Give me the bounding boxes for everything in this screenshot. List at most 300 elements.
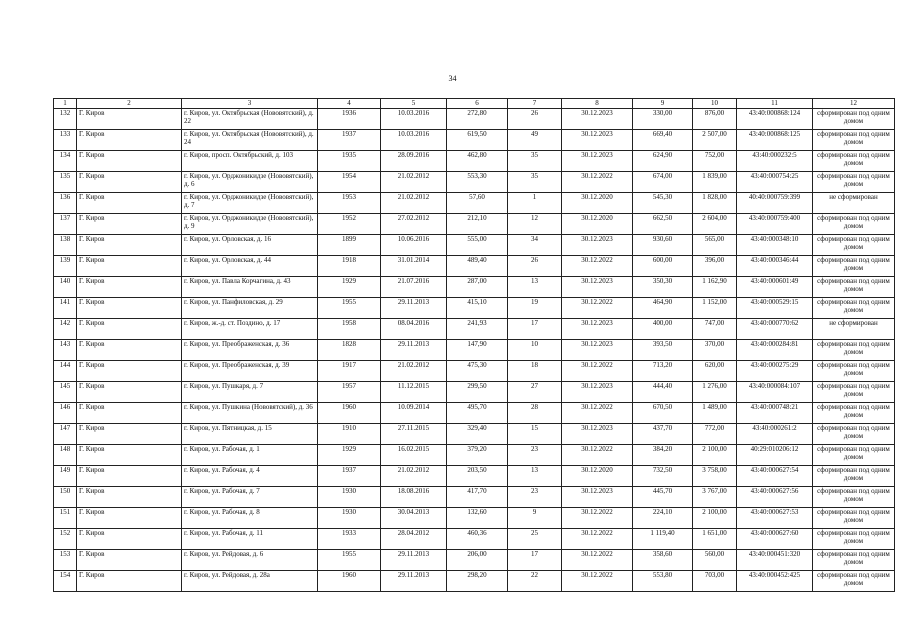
table-cell: 350,30 (633, 277, 693, 298)
table-cell: сформирован под одним домом (813, 466, 895, 487)
table-cell: 1918 (318, 256, 381, 277)
table-cell: 30.12.2020 (562, 466, 633, 487)
table-cell: 1933 (318, 529, 381, 550)
table-row (54, 172, 895, 193)
table-cell: 132,60 (447, 508, 508, 529)
table-cell: 11.12.2015 (381, 382, 447, 403)
table-row (54, 319, 895, 340)
table-cell: 132 (54, 109, 77, 130)
table-cell: 43:40:000451:320 (737, 550, 813, 571)
table-row (54, 298, 895, 319)
table-cell: 30.12.2022 (562, 445, 633, 466)
table-cell: г. Киров, ул. Орджоникидзе (Нововятский), д. 9 (182, 214, 318, 235)
table-cell: 15 (508, 424, 562, 445)
column-header: 9 (633, 99, 693, 109)
table-cell: 23 (508, 445, 562, 466)
table-cell: 57,60 (447, 193, 508, 214)
table-cell: г. Киров, ул. Павла Корчагина, д. 43 (182, 277, 318, 298)
table-cell: 30.12.2023 (562, 109, 633, 130)
table-cell: 1953 (318, 193, 381, 214)
table-row (54, 403, 895, 424)
table-cell: 370,00 (693, 340, 737, 361)
table-cell: 145 (54, 382, 77, 403)
table-cell: 43:40:000275:29 (737, 361, 813, 382)
table-cell: 2 100,00 (693, 445, 737, 466)
table-cell: сформирован под одним домом (813, 424, 895, 445)
table-cell: 138 (54, 235, 77, 256)
table-cell: 600,00 (633, 256, 693, 277)
table-row (54, 130, 895, 151)
table-cell: 30.12.2022 (562, 403, 633, 424)
table-cell: 1955 (318, 550, 381, 571)
table-cell: 1952 (318, 214, 381, 235)
table-cell: г. Киров, просп. Октябрьский, д. 103 (182, 151, 318, 172)
table-cell: 21.07.2016 (381, 277, 447, 298)
table-cell: г. Киров, ул. Орловская, д. 44 (182, 256, 318, 277)
table-cell: 2 100,00 (693, 508, 737, 529)
table-cell: сформирован под одним домом (813, 361, 895, 382)
column-header: 7 (508, 99, 562, 109)
table-cell: 1 828,00 (693, 193, 737, 214)
table-cell: 142 (54, 319, 77, 340)
table-cell: Г. Киров (77, 235, 182, 256)
table-row (54, 109, 895, 130)
table-cell: не сформирован (813, 193, 895, 214)
table-cell: 30.12.2022 (562, 361, 633, 382)
table-cell: Г. Киров (77, 256, 182, 277)
table-cell: Г. Киров (77, 361, 182, 382)
table-cell: сформирован под одним домом (813, 571, 895, 592)
table-cell: г. Киров, ул. Орджоникидзе (Нововятский), д. 6 (182, 172, 318, 193)
table-cell: 30.12.2023 (562, 130, 633, 151)
table-cell: 30.12.2023 (562, 277, 633, 298)
table-cell: 241,93 (447, 319, 508, 340)
table-cell: 393,50 (633, 340, 693, 361)
table-cell: 40:29:010206:12 (737, 445, 813, 466)
table-cell: 1937 (318, 466, 381, 487)
table-cell: 21.02.2012 (381, 466, 447, 487)
table-cell: 298,20 (447, 571, 508, 592)
table-cell: Г. Киров (77, 508, 182, 529)
table-cell: Г. Киров (77, 172, 182, 193)
table-cell: 9 (508, 508, 562, 529)
header-row (54, 99, 895, 109)
table-cell: 43:40:000346:44 (737, 256, 813, 277)
table-cell: 26 (508, 256, 562, 277)
table-cell: 206,00 (447, 550, 508, 571)
table-cell: Г. Киров (77, 109, 182, 130)
table-cell: 144 (54, 361, 77, 382)
table-cell: 330,00 (633, 109, 693, 130)
column-header: 2 (77, 99, 182, 109)
table-cell: 1910 (318, 424, 381, 445)
table-cell: 10 (508, 340, 562, 361)
table-cell: сформирован под одним домом (813, 382, 895, 403)
table-cell: 1 152,00 (693, 298, 737, 319)
table-cell: 43:40:000529:15 (737, 298, 813, 319)
table-cell: г. Киров, ул. Преображенская, д. 39 (182, 361, 318, 382)
table-row (54, 193, 895, 214)
table-cell: г. Киров, ул. Рейдовая, д. 6 (182, 550, 318, 571)
table-cell: 29.11.2013 (381, 571, 447, 592)
table-cell: 43:40:000084:107 (737, 382, 813, 403)
table-body (54, 109, 895, 592)
table-cell: 43:40:000627:53 (737, 508, 813, 529)
table-cell: 147,90 (447, 340, 508, 361)
column-header: 1 (54, 99, 77, 109)
table-cell: 43:40:000232:5 (737, 151, 813, 172)
table-cell: 43:40:000868:125 (737, 130, 813, 151)
table-cell: 1960 (318, 571, 381, 592)
table-row (54, 487, 895, 508)
table-cell: 417,70 (447, 487, 508, 508)
table-cell: 17 (508, 550, 562, 571)
table-cell: сформирован под одним домом (813, 235, 895, 256)
table-cell: 1936 (318, 109, 381, 130)
table-cell: 747,00 (693, 319, 737, 340)
table-cell: 135 (54, 172, 77, 193)
table-cell: 30.12.2023 (562, 340, 633, 361)
table-cell: Г. Киров (77, 466, 182, 487)
table-cell: 43:40:000770:62 (737, 319, 813, 340)
table-cell: 27 (508, 382, 562, 403)
table-cell: 30.12.2023 (562, 235, 633, 256)
table-cell: 141 (54, 298, 77, 319)
table-cell: 08.04.2016 (381, 319, 447, 340)
table-cell: 30.04.2013 (381, 508, 447, 529)
table-cell: г. Киров, ул. Орджоникидзе (Нововятский), д. 7 (182, 193, 318, 214)
table-cell: 21.02.2012 (381, 172, 447, 193)
table-cell: Г. Киров (77, 193, 182, 214)
table-cell: 28 (508, 403, 562, 424)
table-cell: 17 (508, 319, 562, 340)
table-cell: 1955 (318, 298, 381, 319)
table-cell: 28.04.2012 (381, 529, 447, 550)
table-cell: 3 758,00 (693, 466, 737, 487)
table-cell: 445,70 (633, 487, 693, 508)
table-cell: г. Киров, ул. Преображенская, д. 36 (182, 340, 318, 361)
table-cell: 29.11.2013 (381, 340, 447, 361)
table-cell: 31.01.2014 (381, 256, 447, 277)
table-cell: 30.12.2020 (562, 193, 633, 214)
table-cell: 147 (54, 424, 77, 445)
table-cell: 489,40 (447, 256, 508, 277)
table-row (54, 508, 895, 529)
table-cell: 28.09.2016 (381, 151, 447, 172)
table-cell: 26 (508, 109, 562, 130)
table-cell: 224,10 (633, 508, 693, 529)
table-cell: 150 (54, 487, 77, 508)
table-cell: 10.03.2016 (381, 109, 447, 130)
table-cell: 43:40:000627:54 (737, 466, 813, 487)
table-cell: г. Киров, ул. Рабочая, д. 1 (182, 445, 318, 466)
table-cell: 624,90 (633, 151, 693, 172)
table-cell: 148 (54, 445, 77, 466)
column-header: 11 (737, 99, 813, 109)
table-cell: 670,50 (633, 403, 693, 424)
table-cell: 545,30 (633, 193, 693, 214)
table-cell: 16.02.2015 (381, 445, 447, 466)
table-cell: г. Киров, ж.-д. ст. Поздино, д. 17 (182, 319, 318, 340)
column-header: 3 (182, 99, 318, 109)
table-cell: сформирован под одним домом (813, 109, 895, 130)
table-cell: 1 119,40 (633, 529, 693, 550)
table-cell: сформирован под одним домом (813, 340, 895, 361)
table-cell: г. Киров, ул. Панфиловская, д. 29 (182, 298, 318, 319)
table-cell: 30.12.2020 (562, 214, 633, 235)
table-cell: 384,20 (633, 445, 693, 466)
table-cell: 30.12.2022 (562, 256, 633, 277)
table-cell: 30.12.2022 (562, 550, 633, 571)
table-cell: 462,80 (447, 151, 508, 172)
column-header: 5 (381, 99, 447, 109)
table-cell: 10.03.2016 (381, 130, 447, 151)
table-cell: Г. Киров (77, 445, 182, 466)
table-cell: 143 (54, 340, 77, 361)
table-row (54, 424, 895, 445)
table-cell: 620,00 (693, 361, 737, 382)
table-cell: 30.12.2022 (562, 172, 633, 193)
table-cell: г. Киров, ул. Рейдовая, д. 28а (182, 571, 318, 592)
table-cell: 1917 (318, 361, 381, 382)
table-cell: 1930 (318, 487, 381, 508)
table-cell: 1929 (318, 445, 381, 466)
table-row (54, 361, 895, 382)
table-cell: 553,80 (633, 571, 693, 592)
table-cell: 27.11.2015 (381, 424, 447, 445)
table-cell: Г. Киров (77, 340, 182, 361)
table-row (54, 382, 895, 403)
table-cell: Г. Киров (77, 571, 182, 592)
table-cell: 13 (508, 277, 562, 298)
table-cell: 400,00 (633, 319, 693, 340)
table-cell: 358,60 (633, 550, 693, 571)
table-cell: сформирован под одним домом (813, 151, 895, 172)
table-row (54, 256, 895, 277)
table-cell: Г. Киров (77, 403, 182, 424)
table-cell: 30.12.2023 (562, 151, 633, 172)
table-cell: 553,30 (447, 172, 508, 193)
table-cell: 149 (54, 466, 77, 487)
table-cell: 30.12.2022 (562, 298, 633, 319)
table-cell: 444,40 (633, 382, 693, 403)
table-cell: 140 (54, 277, 77, 298)
table-cell: 13 (508, 466, 562, 487)
table-cell: 27.02.2012 (381, 214, 447, 235)
table-cell: 396,00 (693, 256, 737, 277)
table-cell: 1937 (318, 130, 381, 151)
table-cell: 21.02.2012 (381, 193, 447, 214)
table-cell: 662,50 (633, 214, 693, 235)
table-cell: 43:40:000452:425 (737, 571, 813, 592)
table-cell: 22 (508, 571, 562, 592)
table-cell: 876,00 (693, 109, 737, 130)
table-cell: 1958 (318, 319, 381, 340)
table-cell: 10.06.2016 (381, 235, 447, 256)
table-cell: Г. Киров (77, 214, 182, 235)
table-cell: 18 (508, 361, 562, 382)
table-cell: Г. Киров (77, 550, 182, 571)
table-cell: 1954 (318, 172, 381, 193)
table-cell: 43:40:000759:400 (737, 214, 813, 235)
table-cell: 43:40:000754:25 (737, 172, 813, 193)
table-cell: г. Киров, ул. Пятницкая, д. 15 (182, 424, 318, 445)
table-cell: 203,50 (447, 466, 508, 487)
table-cell: 299,50 (447, 382, 508, 403)
table-cell: 19 (508, 298, 562, 319)
housing-table (53, 98, 895, 592)
table-cell: Г. Киров (77, 151, 182, 172)
table-cell: 40:40:000759:399 (737, 193, 813, 214)
table-row (54, 445, 895, 466)
table-cell: 1930 (318, 508, 381, 529)
table-cell: 669,40 (633, 130, 693, 151)
table-cell: Г. Киров (77, 277, 182, 298)
table-cell: 555,00 (447, 235, 508, 256)
table-cell: 137 (54, 214, 77, 235)
table-cell: сформирован под одним домом (813, 508, 895, 529)
table-cell: 732,50 (633, 466, 693, 487)
table-cell: сформирован под одним домом (813, 256, 895, 277)
table-cell: 379,20 (447, 445, 508, 466)
table-cell: 139 (54, 256, 77, 277)
table-cell: 43:40:000601:49 (737, 277, 813, 298)
table-cell: 29.11.2013 (381, 550, 447, 571)
table-cell: сформирован под одним домом (813, 403, 895, 424)
table-cell: г. Киров, ул. Пушкаря, д. 7 (182, 382, 318, 403)
table-cell: 43:40:000748:21 (737, 403, 813, 424)
table-cell: 464,90 (633, 298, 693, 319)
table-cell: сформирован под одним домом (813, 445, 895, 466)
table-cell: Г. Киров (77, 130, 182, 151)
table-cell: не сформирован (813, 319, 895, 340)
table-cell: 619,50 (447, 130, 508, 151)
table-cell: г. Киров, ул. Октябрьская (Нововятский), д. 24 (182, 130, 318, 151)
table-cell: 1935 (318, 151, 381, 172)
table-cell: сформирован под одним домом (813, 130, 895, 151)
table-cell: 1 489,00 (693, 403, 737, 424)
table-cell: 703,00 (693, 571, 737, 592)
table-cell: 565,00 (693, 235, 737, 256)
table-cell: 49 (508, 130, 562, 151)
table-row (54, 235, 895, 256)
table-cell: 30.12.2023 (562, 319, 633, 340)
column-header: 4 (318, 99, 381, 109)
table-cell: 43:40:000284:81 (737, 340, 813, 361)
table-cell: г. Киров, ул. Рабочая, д. 7 (182, 487, 318, 508)
table-cell: 146 (54, 403, 77, 424)
table-cell: Г. Киров (77, 529, 182, 550)
table-cell: 1 839,00 (693, 172, 737, 193)
table-cell: 151 (54, 508, 77, 529)
table-cell: 437,70 (633, 424, 693, 445)
table-cell: 460,36 (447, 529, 508, 550)
table-cell: 674,00 (633, 172, 693, 193)
table-cell: сформирован под одним домом (813, 298, 895, 319)
column-header: 8 (562, 99, 633, 109)
table-cell: 23 (508, 487, 562, 508)
table-cell: 713,20 (633, 361, 693, 382)
table-cell: г. Киров, ул. Рабочая, д. 11 (182, 529, 318, 550)
table-cell: 43:40:000627:60 (737, 529, 813, 550)
table-cell: г. Киров, ул. Октябрьская (Нововятский), д. 22 (182, 109, 318, 130)
table-cell: 134 (54, 151, 77, 172)
table-cell: 1957 (318, 382, 381, 403)
table-cell: 30.12.2023 (562, 382, 633, 403)
table-cell: 1960 (318, 403, 381, 424)
table-cell: г. Киров, ул. Рабочая, д. 8 (182, 508, 318, 529)
table-cell: 1 276,00 (693, 382, 737, 403)
table-cell: 329,40 (447, 424, 508, 445)
table-cell: Г. Киров (77, 424, 182, 445)
table-cell: сформирован под одним домом (813, 277, 895, 298)
table-cell: 18.08.2016 (381, 487, 447, 508)
table-cell: 2 507,00 (693, 130, 737, 151)
table-cell: 287,00 (447, 277, 508, 298)
table-cell: Г. Киров (77, 298, 182, 319)
table-cell: 930,60 (633, 235, 693, 256)
table-cell: 1 651,00 (693, 529, 737, 550)
table-cell: 154 (54, 571, 77, 592)
table-cell: сформирован под одним домом (813, 487, 895, 508)
table-cell: 12 (508, 214, 562, 235)
table-row (54, 277, 895, 298)
table-cell: 30.12.2022 (562, 508, 633, 529)
table-cell: сформирован под одним домом (813, 172, 895, 193)
table-cell: г. Киров, ул. Орловская, д. 16 (182, 235, 318, 256)
table-cell: 30.12.2022 (562, 571, 633, 592)
table-cell: 1899 (318, 235, 381, 256)
table-row (54, 571, 895, 592)
table-cell: 136 (54, 193, 77, 214)
table-cell: 25 (508, 529, 562, 550)
table-cell: 43:40:000261:2 (737, 424, 813, 445)
table-cell: 560,00 (693, 550, 737, 571)
table-cell: 3 767,00 (693, 487, 737, 508)
table-cell: 272,80 (447, 109, 508, 130)
table-cell: Г. Киров (77, 382, 182, 403)
table-cell: 30.12.2023 (562, 487, 633, 508)
table-cell: 475,30 (447, 361, 508, 382)
table-cell: 43:40:000868:124 (737, 109, 813, 130)
table-row (54, 151, 895, 172)
table-cell: 21.02.2012 (381, 361, 447, 382)
table-cell: 10.09.2014 (381, 403, 447, 424)
table-cell: Г. Киров (77, 319, 182, 340)
table-cell: 133 (54, 130, 77, 151)
table-cell: 415,10 (447, 298, 508, 319)
page-number: 34 (448, 74, 457, 83)
table-cell: сформирован под одним домом (813, 529, 895, 550)
table-cell: сформирован под одним домом (813, 214, 895, 235)
table-row (54, 529, 895, 550)
table-cell: 43:40:000627:56 (737, 487, 813, 508)
table-cell: 35 (508, 151, 562, 172)
table-cell: Г. Киров (77, 487, 182, 508)
table-cell: 1 (508, 193, 562, 214)
table-cell: 212,10 (447, 214, 508, 235)
table-cell: 35 (508, 172, 562, 193)
table-cell: 772,00 (693, 424, 737, 445)
table-cell: 2 604,00 (693, 214, 737, 235)
table-cell: 1929 (318, 277, 381, 298)
table-cell: г. Киров, ул. Пушкина (Нововятский), д. 36 (182, 403, 318, 424)
table-row (54, 550, 895, 571)
table-cell: 29.11.2013 (381, 298, 447, 319)
table-cell: 495,70 (447, 403, 508, 424)
table-cell: 30.12.2022 (562, 529, 633, 550)
column-header: 12 (813, 99, 895, 109)
